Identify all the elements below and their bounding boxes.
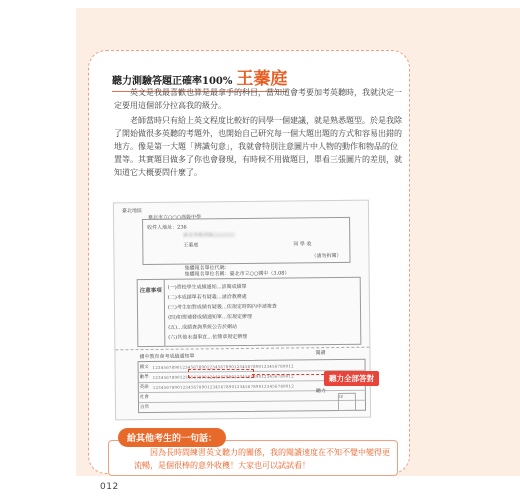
- scan-address-label: 收件人地址：236: [147, 224, 187, 231]
- stamp-label: 印: [338, 393, 343, 399]
- page-number: 012: [100, 482, 119, 492]
- cut-line: [115, 347, 369, 351]
- notice-head: 注意事項: [138, 280, 166, 346]
- grid-ticks: 1234567890123456789012345678901234567890123456789012: [152, 383, 295, 390]
- scan-recipient: 王蓁庭: [183, 242, 199, 249]
- advice-text: 因為長時間練習英文聽力的關係，我的閱讀速度在不知不覺中變得更流暢，是個很棒的意外收穫！大家也可以試試看！: [134, 448, 390, 470]
- grid-ticks: 1234567890123456789012345678901234567890123456789012: [152, 363, 294, 370]
- grid-row-label: 自然: [139, 404, 150, 411]
- grid-sub-note: 閱讀: [315, 350, 326, 357]
- notice-line: (四)如需補發成績通知單…依規定辦理: [168, 313, 253, 321]
- highlight-connector: [252, 374, 324, 375]
- score-report-scan: [113, 200, 371, 421]
- listening-all-correct-badge: 聽力全部答對: [324, 371, 379, 386]
- grid-ticks: 1234567890123456789012345678901234567890123456789012: [152, 373, 294, 380]
- notice-line: (五)…成績查詢系統公告於網站: [168, 324, 238, 331]
- scan-address-blurred: 新北市新店區○○○○○: [183, 232, 236, 239]
- notice-box: [137, 277, 362, 347]
- paragraph-1: 英文是我最喜歡也算是最拿手的科目，當知道會考要加考英聽時，我就決定一定要用這個部分拉高我的級分。: [114, 88, 402, 110]
- title-lead: 聽力測驗答題正確率100%: [112, 76, 233, 87]
- stamp-box: [338, 393, 356, 411]
- grid-title: 國中教育會考成績通知單: [139, 353, 195, 361]
- grid-row-label: 國文: [139, 364, 149, 371]
- listening-highlight-box: [188, 369, 254, 378]
- scan-reply-line-2: 集體報名單位名稱：臺北市立○○國中（3.08）: [184, 270, 290, 278]
- notice-line: (三)考生如對成績有疑義…依規定時間內申請複查: [167, 303, 277, 311]
- student-name: 王蓁庭: [236, 69, 288, 89]
- scan-school-line: 臺北市立○○○高級中學: [147, 214, 202, 221]
- notice-line: (二)本成績單若有疑義…請洽教務處: [167, 293, 247, 301]
- paragraph-2: 老師當時只有給上英文程度比較好的同學一個建議，就是熟悉題型。於是我除了開始做很多英聽的考題外，也開始自己研究每一個大題出題的方式和容易出錯的地方。像是第一大題「辨識句意」，我就會特別注意圖片中人物的動作和物品的位置等。其實題目做多了你也會發現，有時候不用做題目，單看三張圖片的差別，就知道它大概要問什麼了。: [114, 116, 402, 177]
- scan-seal-label: （請勿拆閱）: [311, 252, 342, 260]
- grid-row-label: 社會: [139, 394, 149, 401]
- scan-reply-line-1: 集體報名單位代碼：: [184, 265, 230, 272]
- scan-region-label: 臺北地區: [121, 208, 143, 215]
- notice-line: (六)其他未盡事宜…依簡章規定辦理: [168, 333, 248, 341]
- grid-row-label: 數學: [139, 374, 149, 381]
- listening-tag: 聽力: [315, 388, 326, 395]
- scan-greeting: 同 學 收: [293, 241, 312, 248]
- notice-line: (一)貴校學生成績通知…詳閱成績單: [167, 283, 247, 291]
- advice-title: 給其他考生的一句話：: [118, 428, 226, 447]
- envelope-window: [142, 217, 350, 265]
- grid-row-label: 英語: [139, 384, 149, 391]
